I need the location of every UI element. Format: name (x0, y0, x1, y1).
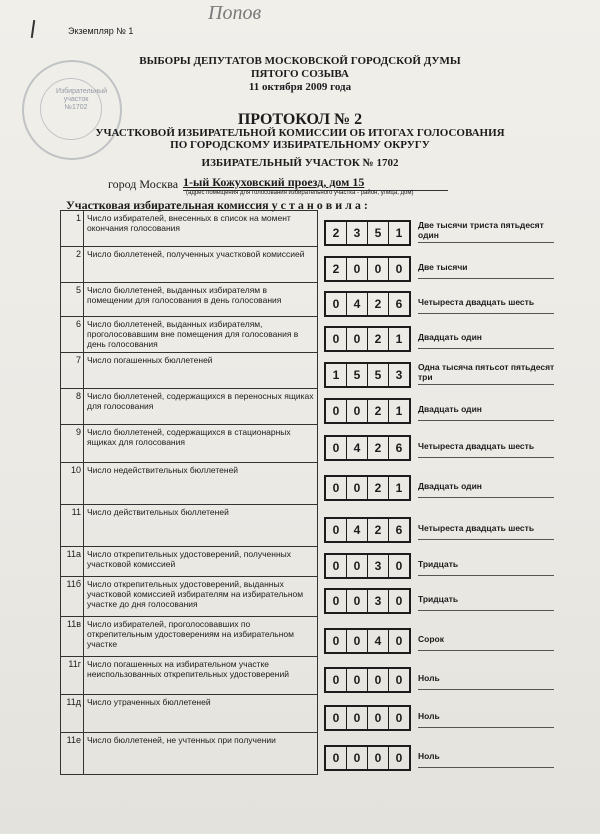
stamp-text: Избирательный участок №1702 (56, 88, 108, 111)
words-underline (418, 420, 554, 421)
value-in-words: Тридцать (418, 593, 459, 604)
protocol-title: ПРОТОКОЛ № 2 (237, 111, 363, 128)
digit-cell: 6 (395, 522, 403, 537)
row-value (318, 733, 550, 775)
value-in-words: Тридцать (418, 558, 459, 569)
row-label: Число недействительных бюллетеней (84, 463, 318, 505)
digit-cell: 4 (368, 630, 389, 652)
table-row (61, 211, 550, 247)
digit-boxes (324, 326, 411, 352)
table-row (61, 425, 550, 463)
row-value (318, 547, 550, 577)
digit-cell: 0 (326, 555, 347, 577)
digit-cell: 0 (395, 261, 403, 276)
row-number: 9 (61, 425, 84, 463)
words-underline (418, 313, 554, 314)
digit-cell: 0 (347, 590, 368, 612)
row-number: 8 (61, 389, 84, 425)
digit-boxes (324, 667, 411, 693)
value-in-words: Четыреста двадцать шесть (418, 440, 535, 451)
digit-cell: 0 (326, 437, 347, 459)
value-in-words: Ноль (418, 710, 440, 721)
digit-cell: 0 (347, 477, 368, 499)
digit-cell: 0 (347, 400, 368, 422)
row-number: 11г (61, 657, 84, 695)
digit-cell: 0 (368, 707, 389, 729)
digit-boxes (324, 291, 411, 317)
digit-boxes (324, 705, 411, 731)
row-value (318, 211, 550, 247)
row-value (318, 425, 550, 463)
row-label: Число бюллетеней, полученных участковой комиссией (84, 247, 318, 283)
digit-boxes (324, 256, 411, 282)
words-underline (418, 575, 554, 576)
precinct-number: ИЗБИРАТЕЛЬНЫЙ УЧАСТОК № 1702 (201, 157, 399, 169)
row-label: Число открепительных удостоверений, выданных участковой комиссией избирателям на избирательном участке до дня голосования (84, 577, 318, 617)
digit-cell: 0 (395, 558, 403, 573)
convocation: ПЯТОГО СОЗЫВА (251, 68, 349, 80)
value-in-words: Ноль (418, 672, 440, 683)
pen-mark (31, 20, 35, 38)
digit-cell: 0 (326, 669, 347, 691)
value-in-words: Ноль (418, 750, 440, 761)
digit-cell: 0 (326, 630, 347, 652)
row-label: Число избирателей, внесенных в список на момент окончания голосования (84, 211, 318, 247)
digit-cell: 0 (326, 328, 347, 350)
row-label: Число бюллетеней, выданных избирателям в помещении для голосования в день голосования (84, 283, 318, 317)
row-number: 11е (61, 733, 84, 775)
digit-cell: 5 (368, 222, 389, 244)
row-number: 11 (61, 505, 84, 547)
table-row (61, 733, 550, 775)
digit-cell: 0 (368, 258, 389, 280)
digit-cell: 0 (347, 669, 368, 691)
row-value (318, 463, 550, 505)
digit-cell: 0 (395, 593, 403, 608)
row-value (318, 577, 550, 617)
handwritten-signature: Попов (208, 2, 262, 24)
table-row (61, 317, 550, 353)
row-value (318, 617, 550, 657)
digit-cell: 1 (395, 331, 403, 346)
digit-cell: 2 (368, 477, 389, 499)
copy-number: Экземпляр № 1 (68, 26, 134, 36)
row-label: Число бюллетеней, не учтенных при получении (84, 733, 318, 775)
election-title: ВЫБОРЫ ДЕПУТАТОВ МОСКОВСКОЙ ГОРОДСКОЙ ДУМЫ (139, 55, 461, 67)
words-underline (418, 767, 554, 768)
digit-cell: 0 (326, 519, 347, 541)
protocol-subtitle-1: УЧАСТКОВОЙ ИЗБИРАТЕЛЬНОЙ КОМИССИИ ОБ ИТОГАХ ГОЛОСОВАНИЯ (95, 127, 505, 139)
row-value (318, 657, 550, 695)
row-value (318, 317, 550, 353)
digit-boxes (324, 517, 411, 543)
value-in-words: Одна тысяча пятьсот пятьдесят три (418, 361, 555, 382)
row-value (318, 505, 550, 547)
digit-boxes (324, 220, 411, 246)
commission-established: Участковая избирательная комиссия у с т а н о в и л а : (66, 198, 368, 212)
digit-cell: 4 (347, 293, 368, 315)
digit-cell: 1 (395, 403, 403, 418)
digit-cell: 0 (347, 328, 368, 350)
digit-boxes (324, 553, 411, 579)
row-number: 11б (61, 577, 84, 617)
words-underline (418, 457, 554, 458)
row-label: Число открепительных удостоверений, полученных участковой комиссией (84, 547, 318, 577)
row-number: 7 (61, 353, 84, 389)
row-number: 11а (61, 547, 84, 577)
digit-cell: 0 (326, 590, 347, 612)
digit-cell: 1 (326, 364, 347, 386)
digit-cell: 0 (368, 669, 389, 691)
row-value (318, 353, 555, 389)
digit-cell: 0 (347, 555, 368, 577)
row-value (318, 695, 550, 733)
table-row (61, 617, 550, 657)
digit-cell: 0 (395, 710, 403, 725)
row-label: Число погашенных бюллетеней (84, 353, 318, 389)
digit-cell: 0 (347, 707, 368, 729)
value-in-words: Две тысячи триста пятьдесят один (418, 219, 544, 240)
row-number: 6 (61, 317, 84, 353)
digit-cell: 2 (326, 258, 347, 280)
row-number: 11д (61, 695, 84, 733)
digit-cell: 0 (395, 750, 403, 765)
digit-boxes (324, 398, 411, 424)
digit-cell: 2 (368, 519, 389, 541)
row-number: 11в (61, 617, 84, 657)
words-underline (418, 278, 554, 279)
digit-boxes (324, 628, 411, 654)
table-row (61, 505, 550, 547)
digit-cell: 6 (395, 296, 403, 311)
digit-cell: 0 (395, 672, 403, 687)
digit-cell: 2 (326, 222, 347, 244)
value-in-words: Двадцать один (418, 403, 482, 414)
digit-boxes (324, 475, 411, 501)
election-date: 11 октября 2009 года (248, 81, 352, 93)
words-underline (418, 610, 554, 611)
value-in-words: Четыреста двадцать шесть (418, 296, 535, 307)
digit-cell: 0 (326, 400, 347, 422)
row-value (318, 247, 550, 283)
digit-cell: 0 (326, 707, 347, 729)
digit-cell: 2 (368, 328, 389, 350)
digit-cell: 2 (368, 293, 389, 315)
digit-cell: 2 (368, 400, 389, 422)
digit-boxes (324, 435, 411, 461)
digit-cell: 3 (368, 590, 389, 612)
digit-boxes (324, 745, 411, 771)
words-underline (418, 689, 554, 690)
digit-cell: 0 (326, 477, 347, 499)
digit-cell: 0 (347, 747, 368, 769)
words-underline (418, 242, 554, 243)
row-number: 2 (61, 247, 84, 283)
row-value (318, 283, 550, 317)
row-label: Число погашенных на избирательном участке неиспользованных открепительных удостоверений (84, 657, 318, 695)
digit-cell: 1 (395, 225, 403, 240)
value-in-words: Четыреста двадцать шесть (418, 522, 535, 533)
words-underline (418, 497, 554, 498)
words-underline (418, 539, 554, 540)
table-row (61, 389, 550, 425)
city-label: город Москва (108, 177, 179, 191)
digit-cell: 4 (347, 437, 368, 459)
protocol-subtitle-2: ПО ГОРОДСКОМУ ИЗБИРАТЕЛЬНОМУ ОКРУГУ (170, 139, 430, 151)
table-row (61, 247, 550, 283)
table-row (61, 657, 550, 695)
table-row (61, 547, 550, 577)
digit-cell: 0 (395, 633, 403, 648)
row-number: 10 (61, 463, 84, 505)
row-label: Число бюллетеней, содержащихся в переносных ящиках для голосования (84, 389, 318, 425)
digit-cell: 0 (347, 630, 368, 652)
row-label: Число бюллетеней, содержащихся в стационарных ящиках для голосования (84, 425, 318, 463)
row-value (318, 389, 550, 425)
words-underline (418, 727, 554, 728)
digit-cell: 3 (347, 222, 368, 244)
row-label: Число бюллетеней, выданных избирателям, проголосовавшим вне помещения для голосования в день голосования (84, 317, 318, 353)
row-label: Число действительных бюллетеней (84, 505, 318, 547)
table-row (61, 283, 550, 317)
words-underline (418, 384, 554, 385)
row-label: Число избирателей, проголосовавших по открепительным удостоверениям на избирательном участке (84, 617, 318, 657)
digit-cell: 0 (326, 747, 347, 769)
digit-cell: 1 (395, 480, 403, 495)
address-value: 1-ый Кожуховский проезд, дом 15 (183, 175, 365, 189)
table-row (61, 353, 550, 389)
digit-cell: 0 (347, 258, 368, 280)
digit-cell: 5 (368, 364, 389, 386)
table-row (61, 695, 550, 733)
words-underline (418, 348, 554, 349)
results-table (60, 210, 555, 775)
table-row (61, 463, 550, 505)
digit-cell: 0 (368, 747, 389, 769)
digit-cell: 2 (368, 437, 389, 459)
value-in-words: Двадцать один (418, 331, 482, 342)
digit-cell: 0 (326, 293, 347, 315)
value-in-words: Две тысячи (418, 261, 468, 272)
value-in-words: Двадцать один (418, 480, 482, 491)
digit-cell: 5 (347, 364, 368, 386)
digit-cell: 3 (395, 367, 403, 382)
digit-boxes (324, 362, 411, 388)
row-label: Число утраченных бюллетеней (84, 695, 318, 733)
value-in-words: Сорок (418, 633, 444, 644)
row-number: 1 (61, 211, 84, 247)
digit-boxes (324, 588, 411, 614)
row-number: 5 (61, 283, 84, 317)
digit-cell: 6 (395, 440, 403, 455)
digit-cell: 3 (368, 555, 389, 577)
words-underline (418, 650, 554, 651)
table-row (61, 577, 550, 617)
digit-cell: 4 (347, 519, 368, 541)
address-hint: (адрес помещения для голосования избирательного участка - район, улица, дом) (186, 190, 414, 196)
